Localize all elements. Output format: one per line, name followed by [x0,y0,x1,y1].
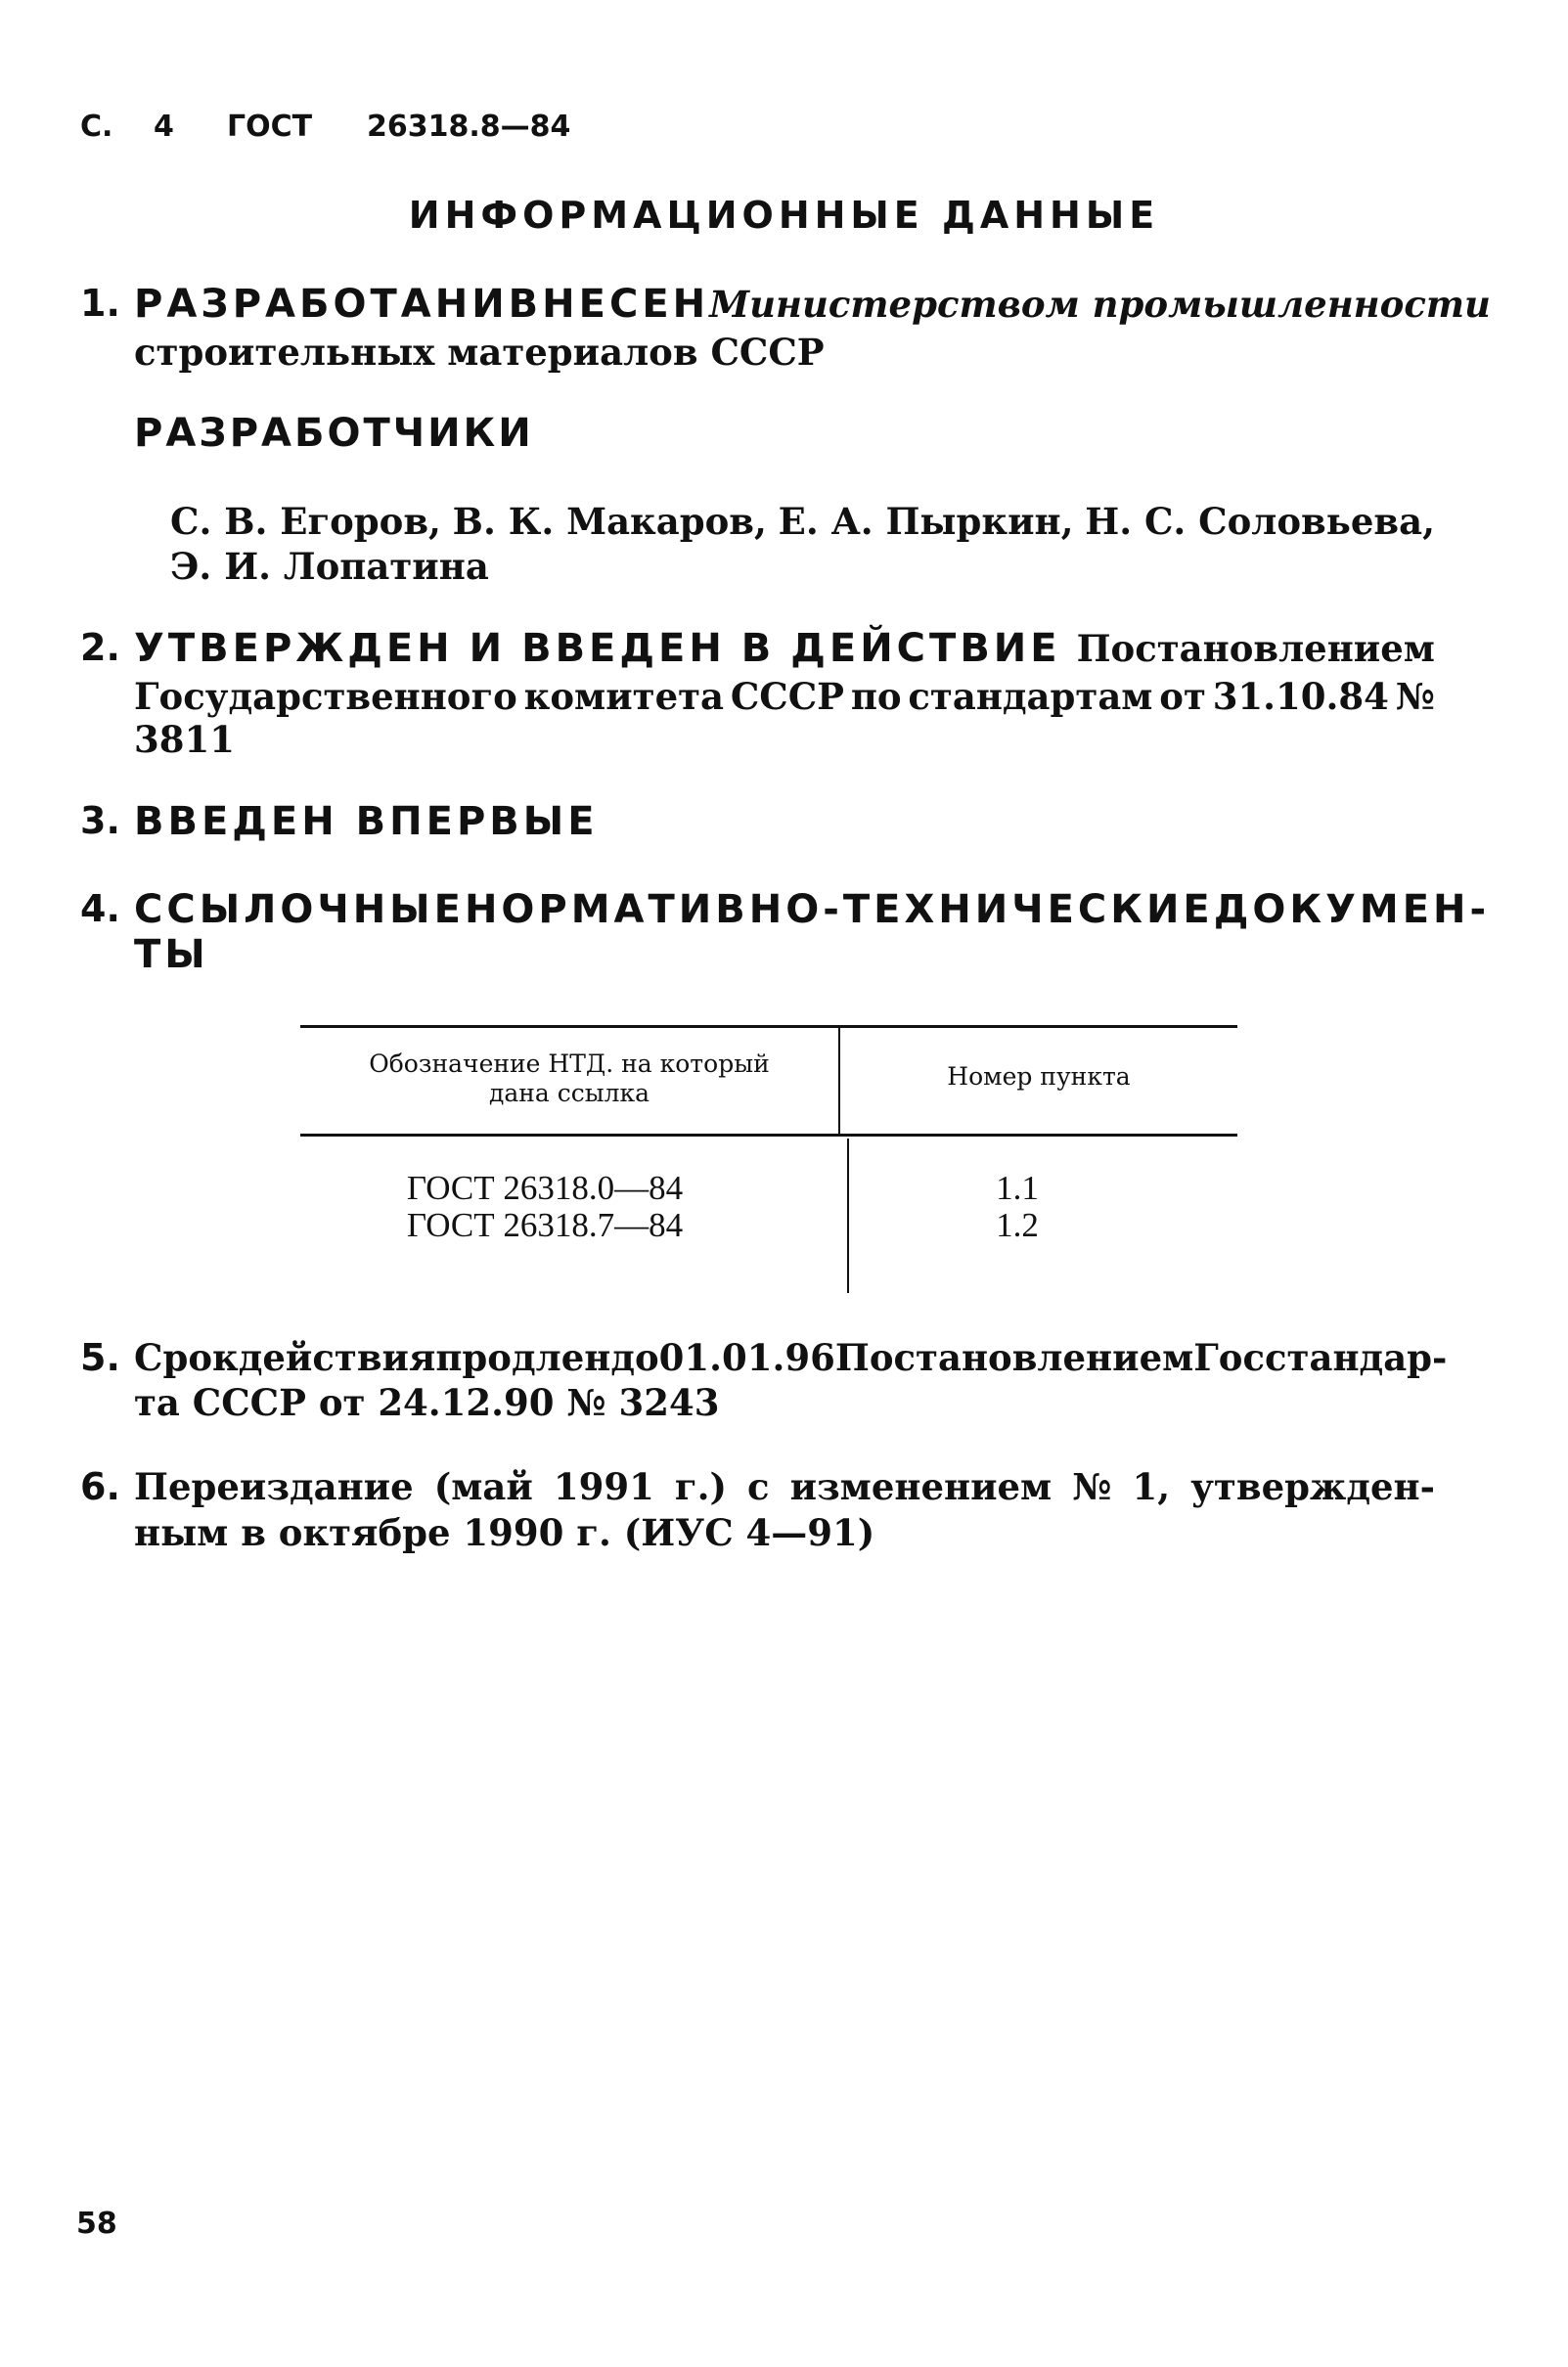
item-2-line-2-word-4: по [850,675,902,718]
item-5-word-5: 01.01.96 [658,1336,835,1379]
page-number: 58 [76,2207,117,2241]
item-2-line-2-word-8: № [1395,675,1435,718]
item-2-word-5: ДЕЙСТВИЕ [790,626,1061,671]
item-5-word-4: до [610,1336,659,1379]
item-2-word-1: УТВЕРЖДЕН [134,626,454,671]
item-2-word-6: Постановлением [1076,627,1435,670]
table-header-clause: Номер пункта [947,1062,1131,1091]
table-cell-clause: 1.2 [996,1206,1039,1244]
item-6-word-4: г.) [674,1465,727,1508]
item-1-word-1: РАЗРАБОТАН [134,282,472,327]
standard-number: 26318.8—84 [367,110,571,144]
item-2-number: 2. [80,626,120,669]
item-4-word-2: НОРМАТИВНО-ТЕХНИЧЕСКИЕ [464,887,1214,932]
item-1-number: 1. [80,282,120,325]
item-2-word-4: В [740,626,776,671]
item-4-word-3: ДОКУМЕН- [1213,887,1491,932]
item-1-word-4: Министерством промышленности [709,283,1491,326]
item-2-line-3: 3811 [134,718,235,761]
page-prefix: С. [80,110,113,144]
developer-4: Н. С. Соловьева, [1085,500,1435,543]
item-2-line-2-word-7: 31.10.84 [1212,675,1389,718]
item-1-line-2: строительных материалов СССР [134,331,825,374]
item-1-word-2: И [471,282,509,327]
item-5-word-3: продлен [435,1336,611,1379]
item-6-word-2: (май [433,1465,533,1508]
item-6-word-7: № [1072,1465,1112,1508]
developer-3: Е. А. Пыркин, [778,500,1074,543]
page-index: 4 [154,110,174,144]
developers-line-2: Э. И. Лопатина [170,545,489,588]
item-6-word-9: утвержден- [1190,1465,1435,1508]
table-header-rule [300,1134,1237,1137]
item-1-line-1 [134,282,1491,327]
item-2-line-2 [134,675,1435,718]
item-4-number: 4. [80,887,120,930]
item-6-line-1 [134,1465,1435,1508]
item-4-line-2: ТЫ [134,932,209,977]
developer-2: В. К. Макаров, [452,500,767,543]
developers-heading: РАЗРАБОТЧИКИ [134,411,534,456]
item-6-number: 6. [80,1465,120,1508]
item-6-word-8: 1, [1132,1465,1171,1508]
item-5-word-7: Госстандар- [1193,1336,1448,1379]
developers-line-1 [170,500,1435,543]
table-header-doc-line-2: дана ссылка [488,1079,650,1107]
developer-1: С. В. Егоров, [170,500,441,543]
table-row [919,1170,1115,1244]
item-6-line-2: ным в октябре 1990 г. (ИУС 4—91) [134,1511,875,1554]
table-cell-doc: ГОСТ 26318.7—84 [406,1206,684,1244]
table-cell-doc: ГОСТ 26318.0—84 [406,1169,684,1207]
item-2-line-1 [134,626,1435,671]
item-2-word-3: ВВЕДЕН [521,626,726,671]
table-header-doc-line-1: Обозначение НТД. на который [369,1050,770,1078]
item-5-word-6: Постановлением [834,1336,1194,1379]
table-cell-clause: 1.1 [996,1169,1039,1207]
item-2-word-2: И [469,626,507,671]
table-top-rule [300,1025,1237,1028]
item-2-line-2-word-1: Государственного [134,675,517,718]
item-2-line-2-word-6: от [1159,675,1206,718]
item-5-number: 5. [80,1336,120,1379]
table-row [300,1170,789,1244]
item-2-line-2-word-3: СССР [730,675,844,718]
item-4-word-1: ССЫЛОЧНЫЕ [134,887,465,932]
table-body-divider [847,1139,849,1293]
item-1-word-3: ВНЕСЕН [508,282,710,327]
item-3-number: 3. [80,799,120,842]
item-6-word-5: с [747,1465,770,1508]
item-6-word-1: Переиздание [134,1465,414,1508]
item-5-word-1: Срок [134,1336,239,1379]
item-6-word-3: 1991 [553,1465,654,1508]
standard-label: ГОСТ [227,110,313,144]
page-title: ИНФОРМАЦИОННЫЕ ДАННЫЕ [408,194,1160,237]
item-4-line-1 [134,887,1491,932]
item-6-word-6: изменением [789,1465,1053,1508]
item-2-line-2-word-2: комитета [523,675,725,718]
table-header-doc [300,1050,838,1108]
item-5-line-1 [134,1336,1448,1379]
item-3-text: ВВЕДЕН ВПЕРВЫЕ [134,799,599,844]
item-5-word-2: действия [238,1336,436,1379]
item-5-line-2: та СССР от 24.12.90 № 3243 [134,1381,720,1424]
item-2-line-2-word-5: стандартам [908,675,1153,718]
